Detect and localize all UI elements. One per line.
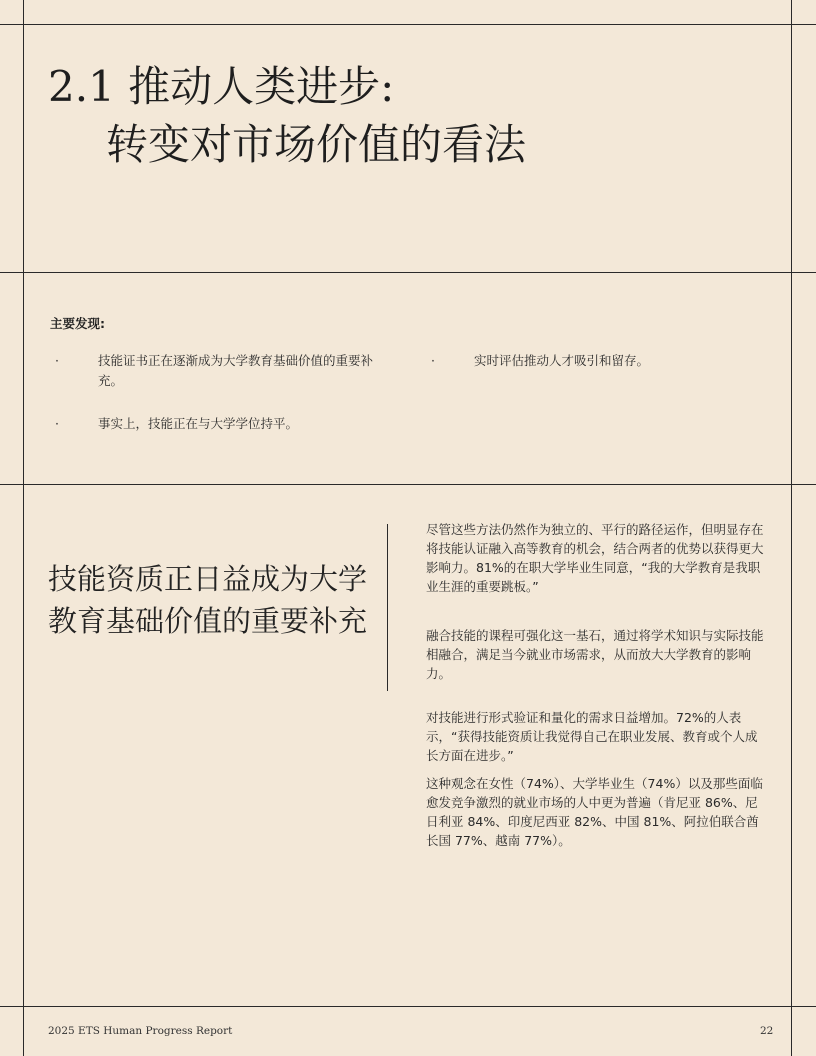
bullet-icon: · [55,416,59,431]
section-subheading: 技能资质正日益成为大学教育基础价值的重要补充 [48,562,368,638]
bullet-icon: · [55,353,59,368]
column-divider [387,524,388,691]
title-line-1: 2.1 推动人类进步: [48,62,395,111]
key-finding-text: 技能证书正在逐渐成为大学教育基础价值的重要补充。 [98,353,374,388]
key-finding-item-1 [55,351,375,391]
body-paragraph-1: 尽管这些方法仍然作为独立的、平行的路径运作，但明显存在将技能认证融入高等教育的机会，结合两者的优势以获得更大影响力。81%的在职大学毕业生同意，“我的大学教育是我职业生涯的重要跳板。” [426,522,764,594]
title-line-2: 转变对市场价值的看法 [106,120,527,169]
key-findings-heading: 主要发现: [50,316,105,331]
page-number: 22 [760,1025,774,1037]
key-finding-text: 事实上，技能正在与大学学位持平。 [98,416,299,431]
body-paragraph-4: 这种观念在女性（74%）、大学毕业生（74%）以及那些面临愈发竞争激烈的就业市场的人中更为普遍（肯尼亚 86%、尼日利亚 84%、印度尼西亚 82%、中国 81%、阿拉伯联合酋长国 77%、越南 77%）。 [426,776,763,848]
body-paragraph-3: 对技能进行形式验证和量化的需求日益增加。72%的人表示，“获得技能资质让我觉得自己在职业发展、教育或个人成长方面在进步。” [426,710,758,763]
frame-line-footer-top [0,1006,816,1007]
key-finding-item-2 [431,351,751,371]
frame-line-findings-bottom [0,484,816,485]
frame-line-right [791,0,792,1056]
frame-line-top [0,24,816,25]
frame-line-left [23,0,24,1056]
key-finding-item-3 [55,414,375,434]
bullet-icon: · [431,353,435,368]
body-paragraph-2: 融合技能的课程可强化这一基石，通过将学术知识与实际技能相融合，满足当今就业市场需求，从而放大大学教育的影响力。 [426,628,764,681]
page-title [48,58,526,174]
footer-report-title: 2025 ETS Human Progress Report [48,1025,233,1037]
key-finding-text: 实时评估推动人才吸引和留存。 [474,353,650,368]
frame-line-title-bottom [0,272,816,273]
